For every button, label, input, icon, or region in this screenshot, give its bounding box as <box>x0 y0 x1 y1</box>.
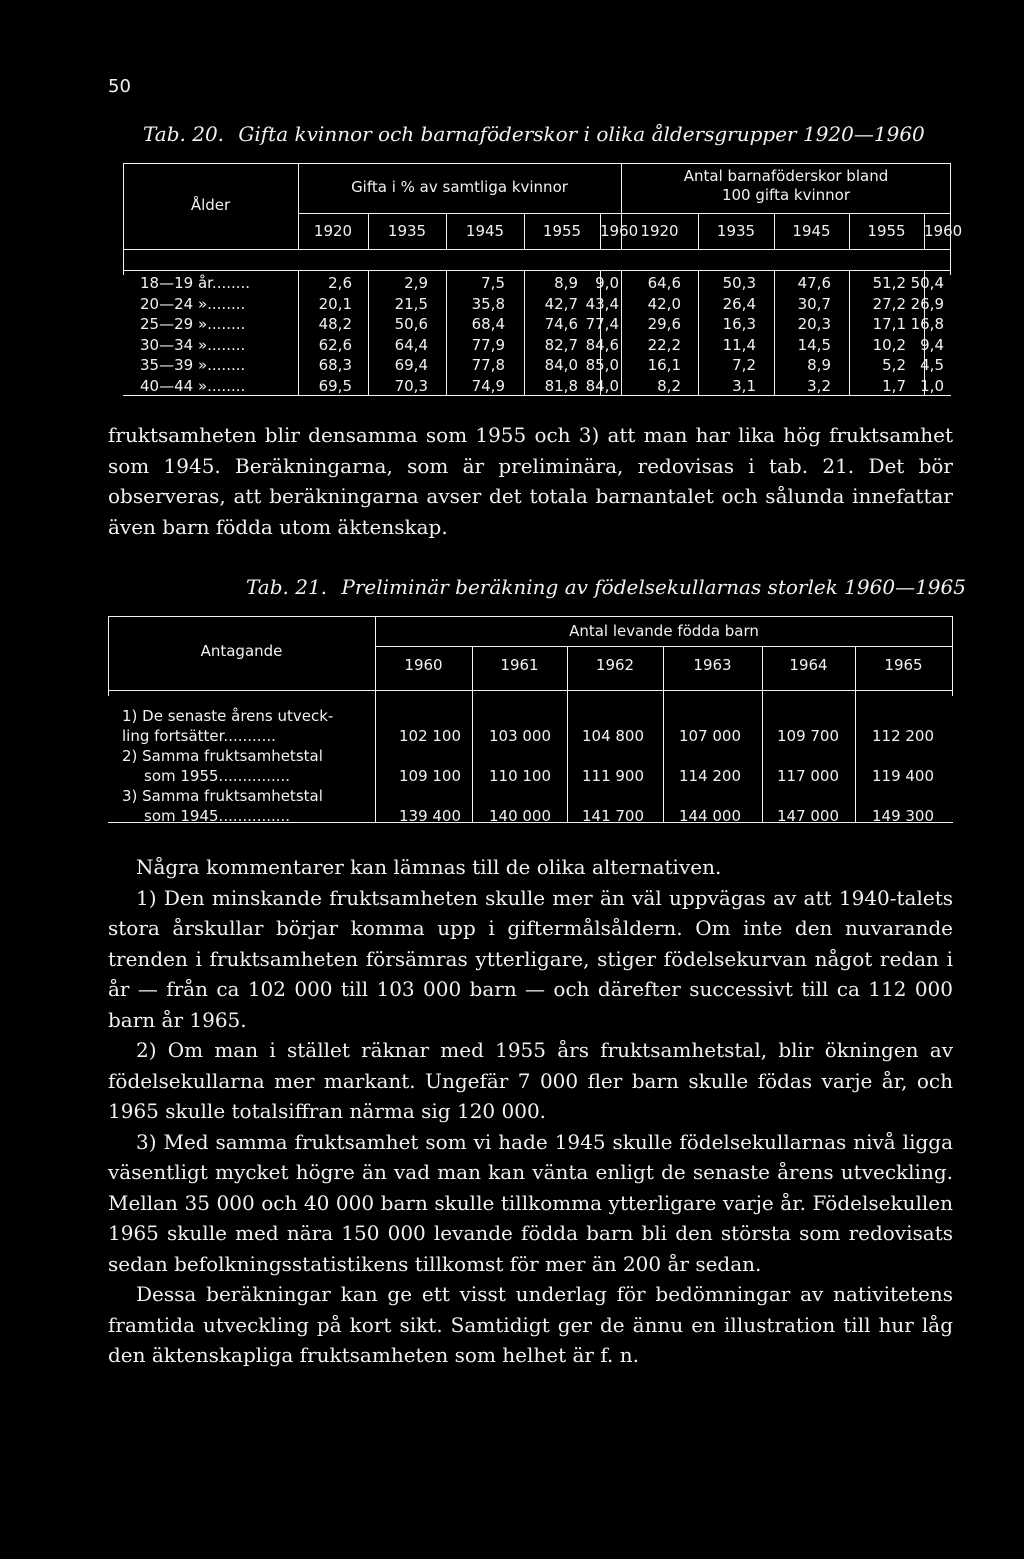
table20-cell: 47,6 <box>797 274 831 292</box>
table20-cell: 43,4 <box>585 294 619 313</box>
table21-year-header: 1961 <box>500 656 539 674</box>
table21-cell: 139 400 <box>398 807 462 825</box>
table20-cell: 9,0 <box>595 274 619 292</box>
paragraph-4: 2) Om man i stället räknar med 1955 års fruktsamhetstal, blir ökningen av födelsekullarna mer markant. Ungefär 7 000 fler barn skulle födas varje år, och 1965 skulle totalsiffran närma sig 120 000. <box>108 1038 953 1123</box>
table20-row-label: 25—29 »........ <box>140 315 246 333</box>
table21-cell: 103 000 <box>488 727 552 745</box>
table20-cell: 1,0 <box>920 376 944 395</box>
table20-cell: 50,6 <box>394 315 428 333</box>
table20-year-header: 1960 <box>924 222 963 240</box>
table21-col-separator <box>567 690 568 822</box>
table20-cell: 68,3 <box>318 356 352 374</box>
table21-col-separator <box>855 690 856 822</box>
table20-cell: 16,1 <box>647 356 681 374</box>
table20-cell: 20,1 <box>318 294 352 313</box>
table21-year-header: 1960 <box>404 656 443 674</box>
table20-year-header: 1955 <box>867 222 906 240</box>
table20-cell: 85,0 <box>585 356 619 374</box>
table20-cell: 26,9 <box>910 294 944 313</box>
paragraph-2: Några kommentarer kan lämnas till de olika alternativen. <box>136 855 722 879</box>
table20-cell: 27,2 <box>872 294 906 313</box>
table20-cell: 64,6 <box>647 274 681 292</box>
paragraph-6: Dessa beräkningar kan ge ett visst underlag för bedömningar av nativitetens framtida utveckling på kort sikt. Samtidigt ger de ännu en illustration till hur låg den äktenskapliga fruktsamheten som helhet är f. n. <box>108 1282 953 1367</box>
table20-cell: 2,9 <box>404 274 428 292</box>
table20-group2-header-line1: Antal barnaföderskor bland <box>683 167 889 185</box>
paragraph-1-text: fruktsamheten blir densamma som 1955 och 3) att man har lika hög fruktsamhet som 1945. Beräkningarna, som är preliminära, redovisas i tab. 21. Det bör observeras, att beräkningarna avser det totala barnantalet och sålunda innefattar även barn födda utom äktenskap. <box>108 423 953 539</box>
table21-col-separator <box>375 690 376 822</box>
table20-cell: 1,7 <box>882 376 906 395</box>
table20-cell: 26,4 <box>722 294 756 313</box>
table20-cell: 84,0 <box>544 356 578 374</box>
table21-caption-number: Tab. 21. <box>246 575 328 599</box>
table21-col-separator <box>472 690 473 822</box>
table20-row-label: 40—44 »........ <box>140 376 246 395</box>
table20-cell: 69,5 <box>318 376 352 395</box>
table20-cell: 8,9 <box>807 356 831 374</box>
table20-cell: 9,4 <box>920 335 944 354</box>
table21-year-header: 1963 <box>693 656 732 674</box>
table21-cell: 102 100 <box>398 727 462 745</box>
table20-cell: 51,2 <box>872 274 906 292</box>
table20-year-header: 1955 <box>542 222 582 240</box>
table20-group2-header-line2: 100 gifta kvinnor <box>721 186 851 204</box>
table21-col-separator <box>567 646 568 690</box>
table21-cell: 109 100 <box>398 767 462 785</box>
table21-cell: 114 200 <box>678 767 742 785</box>
table21-caption-title: Preliminär beräkning av födelsekullarnas storlek 1960—1965 <box>341 575 966 599</box>
table21-cell: 111 900 <box>581 767 645 785</box>
table20-cell: 50,3 <box>722 274 756 292</box>
table21-year-header: 1965 <box>884 656 923 674</box>
table21-row-label-line1: 3) Samma fruktsamhetstal <box>122 787 323 805</box>
table20-cell: 20,3 <box>797 315 831 333</box>
table20-caption-number: Tab. 20. <box>143 122 225 146</box>
table20-cell: 70,3 <box>394 376 428 395</box>
table20-cell: 77,8 <box>471 356 505 374</box>
table21-row-label-line1: 1) De senaste årens utveck- <box>122 707 334 725</box>
table20-cell: 42,7 <box>544 294 578 313</box>
table21-col-separator <box>855 646 856 690</box>
table20-cell: 64,4 <box>394 335 428 354</box>
table21-row-label-line2: som 1955............... <box>144 767 291 785</box>
paragraph-3: 1) Den minskande fruktsamheten skulle mer än väl uppvägas av att 1940-talets stora årskullar börjar komma upp i giftermålsåldern. Om inte den nuvarande trenden i fruktsamheten försämras ytterligare, stiger födelsekurvan något redan i år — från ca 102 000 till 103 000 barn — och därefter successivt till ca 112 000 barn år 1965. <box>108 885 953 1032</box>
table20-row-label: 18—19 år........ <box>140 274 251 292</box>
table21-year-header: 1964 <box>789 656 828 674</box>
table21-cell: 141 700 <box>581 807 645 825</box>
table20-cell: 8,2 <box>657 376 681 395</box>
table21-row-label-line2: som 1945............... <box>144 807 291 825</box>
table20-cell: 84,0 <box>585 376 619 395</box>
table20-age-header: Ålder <box>190 196 231 214</box>
table20-caption-title: Gifta kvinnor och barnaföderskor i olika åldersgrupper 1920—1960 <box>238 122 925 146</box>
table20-cell: 30,7 <box>797 294 831 313</box>
table21-cell: 109 700 <box>776 727 840 745</box>
table21-cell: 147 000 <box>776 807 840 825</box>
table20-cell: 82,7 <box>544 335 578 354</box>
table20-cell: 84,6 <box>585 335 619 354</box>
table20-year-header: 1945 <box>792 222 831 240</box>
table20-cell: 81,8 <box>544 376 578 395</box>
table21-col-separator <box>663 690 664 822</box>
table20-cell: 77,4 <box>585 315 619 333</box>
table21-cell: 144 000 <box>678 807 742 825</box>
table20-cell: 29,6 <box>647 315 681 333</box>
table21-col-separator <box>472 646 473 690</box>
table20-cell: 50,4 <box>910 274 944 292</box>
table20-year-header: 1960 <box>600 222 639 240</box>
table20-cell: 14,5 <box>797 335 831 354</box>
table20-row-label: 35—39 »........ <box>140 356 246 374</box>
table20-year-header: 1920 <box>313 222 353 240</box>
table21-col-separator <box>762 646 763 690</box>
table20-cell: 3,2 <box>807 376 831 395</box>
table20-cell: 68,4 <box>471 315 505 333</box>
table21-cell: 104 800 <box>581 727 645 745</box>
table20-row-label: 20—24 »........ <box>140 294 246 313</box>
table20-year-header: 1945 <box>465 222 505 240</box>
table20-cell: 7,2 <box>732 356 756 374</box>
table21-cell: 110 100 <box>488 767 552 785</box>
table20-cell: 48,2 <box>318 315 352 333</box>
table21-group-header: Antal levande födda barn <box>569 622 759 640</box>
table21-cell: 119 400 <box>871 767 935 785</box>
commentary <box>108 852 953 1371</box>
table20-cell: 22,2 <box>647 335 681 354</box>
table20-cell: 5,2 <box>882 356 906 374</box>
page-number: 50 <box>108 76 131 97</box>
table20-cell: 42,0 <box>647 294 681 313</box>
paragraph-5: 3) Med samma fruktsamhet som vi hade 1945 skulle födelsekullarnas nivå ligga väsentligt mycket högre än vad man kan vänta enligt de senaste årens utveckling. Mellan 35 000 och 40 000 barn skulle tillkomma ytterligare varje år. Födelsekullen 1965 skulle med nära 150 000 levande födda barn bli den största som redovisats sedan befolkningsstatistikens tillkomst för mer än 200 år sedan. <box>108 1129 953 1276</box>
table20-cell: 74,9 <box>471 376 505 395</box>
table20-cell: 3,1 <box>732 376 756 395</box>
table21-year-header: 1962 <box>595 656 635 674</box>
table21-col-separator <box>663 646 664 690</box>
table20-cell: 69,4 <box>394 356 428 374</box>
table20-cell: 11,4 <box>722 335 756 354</box>
table21-cell: 117 000 <box>776 767 840 785</box>
table21-stub-header: Antagande <box>200 642 283 660</box>
table20-cell: 16,8 <box>910 315 944 333</box>
table20-cell: 8,9 <box>554 274 578 292</box>
table20-cell: 77,9 <box>471 335 505 354</box>
table21-cell: 107 000 <box>678 727 742 745</box>
table20-row-label: 30—34 »........ <box>140 335 246 354</box>
table20-cell: 16,3 <box>722 315 756 333</box>
table20-cell: 10,2 <box>872 335 906 354</box>
table20-year-header: 1935 <box>716 222 756 240</box>
table20-group1-header: Gifta i % av samtliga kvinnor <box>351 178 568 196</box>
table20-cell: 17,1 <box>872 315 906 333</box>
table20-cell: 2,6 <box>328 274 352 292</box>
table21-row-label-line2: ling fortsätter........... <box>122 727 276 745</box>
table20-year-header: 1920 <box>640 222 679 240</box>
table21-cell: 149 300 <box>871 807 935 825</box>
table20-cell: 4,5 <box>920 356 944 374</box>
table21-col-separator <box>762 690 763 822</box>
table21-cell: 112 200 <box>871 727 935 745</box>
table21-row-label-line1: 2) Samma fruktsamhetstal <box>122 747 323 765</box>
table21-cell: 140 000 <box>488 807 552 825</box>
table20-cell: 21,5 <box>394 294 428 313</box>
table20-year-header: 1935 <box>387 222 427 240</box>
table20-cell: 7,5 <box>481 274 505 292</box>
table20-cell: 35,8 <box>471 294 505 313</box>
table20-cell: 62,6 <box>318 335 352 354</box>
table20-cell: 74,6 <box>544 315 578 333</box>
